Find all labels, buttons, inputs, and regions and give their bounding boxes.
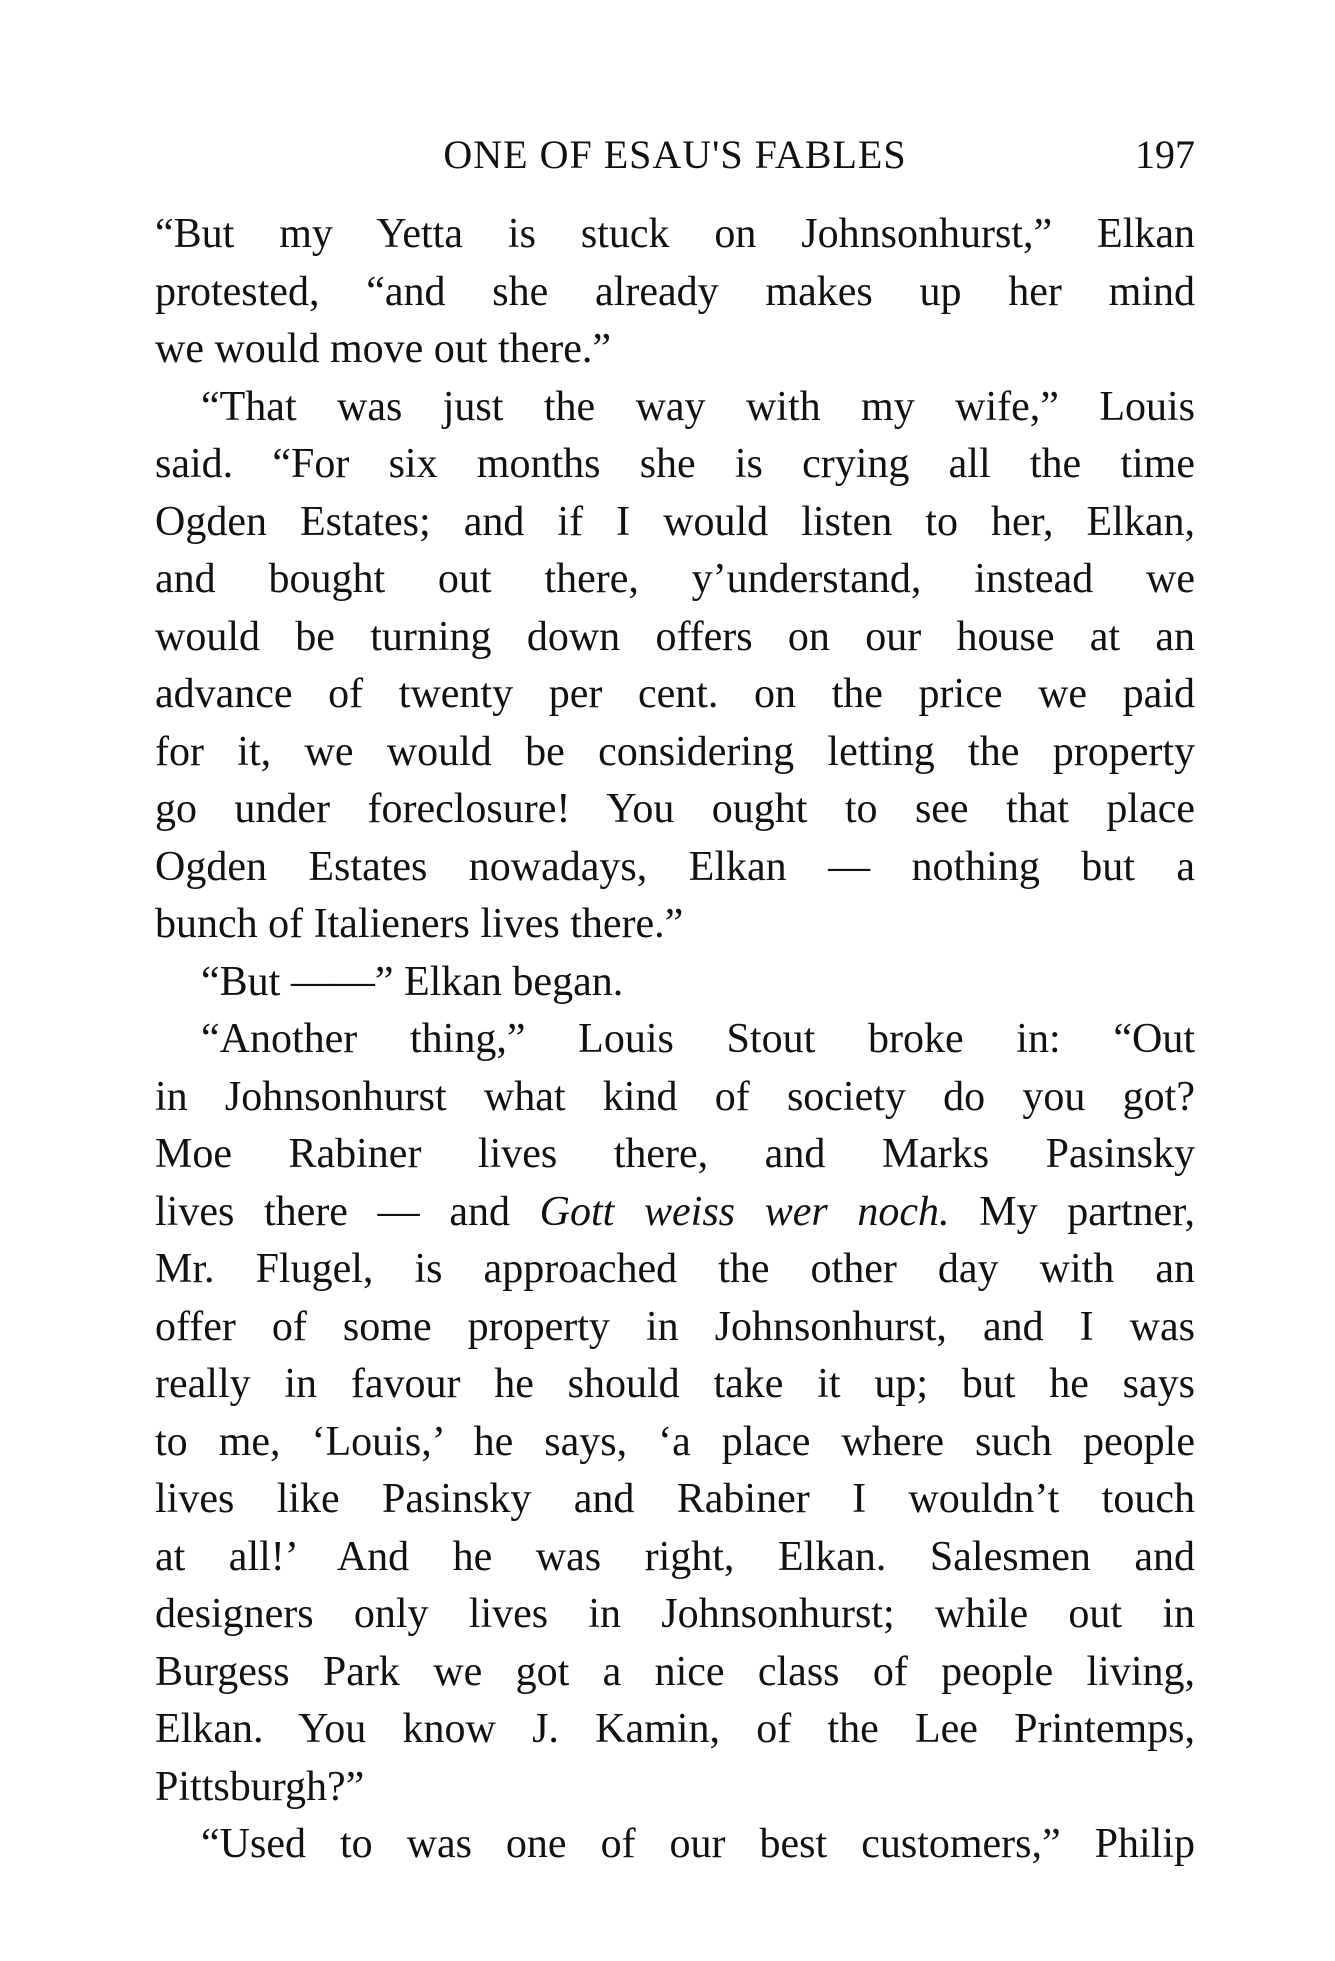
text-line: at all!’ And he was right, Elkan. Salesmen and [155,1533,1195,1580]
text-line: for it, we would be considering letting the property [155,728,1195,775]
text-line: “Used to was one of our best customers,” Philip [201,1821,1195,1867]
text-line: “That was just the way with my wife,” Louis [201,383,1195,430]
running-head [155,130,1195,180]
text-line: lives like Pasinsky and Rabiner I wouldn’t touch [155,1476,1195,1522]
text-segment: lives there — and [155,1188,540,1235]
text-line: Pittsburgh?” [155,1763,365,1810]
text-line: to me, ‘Louis,’ he says, ‘a place where such people [155,1418,1195,1465]
text-line: said. “For six months she is crying all the time [155,441,1195,487]
text-line: Burgess Park we got a nice class of people living, [155,1648,1195,1695]
text-line: and bought out there, y’understand, instead we [155,556,1195,602]
text-line: bunch of Italieners lives there.” [155,901,684,947]
text-segment: My partner, [949,1188,1196,1235]
text-line: go under foreclosure! You ought to see that place [155,786,1195,832]
italic-phrase: Gott weiss wer noch. [539,1188,950,1235]
text-line: Mr. Flugel, is approached the other day with an [155,1246,1195,1292]
text-line: in Johnsonhurst what kind of society do you got? [155,1073,1195,1120]
text-line: really in favour he should take it up; but he says [155,1361,1195,1407]
running-title: ONE OF ESAU'S FABLES [443,132,907,177]
text-line: “But ——” Elkan began. [201,958,624,1005]
text-line: Moe Rabiner lives there, and Marks Pasinsky [155,1131,1195,1177]
text-line: Ogden Estates nowadays, Elkan — nothing but a [155,843,1195,890]
text-line: offer of some property in Johnsonhurst, and I was [155,1303,1195,1350]
text-line: “But my Yetta is stuck on Johnsonhurst,” Elkan [155,211,1195,257]
page-number: 197 [1135,132,1195,177]
text-line-with-italic [155,1184,1195,1242]
text-line: Elkan. You know J. Kamin, of the Lee Printemps, [155,1706,1195,1752]
text-line: Ogden Estates; and if I would listen to her, Elkan, [155,498,1195,545]
text-line: designers only lives in Johnsonhurst; while out in [155,1591,1195,1637]
text-line: “Another thing,” Louis Stout broke in: “Out [201,1016,1195,1062]
text-line: protested, “and she already makes up her mind [155,268,1195,315]
body-text [155,206,1195,1874]
text-line: advance of twenty per cent. on the price we paid [155,671,1195,717]
text-line: would be turning down offers on our house at an [155,613,1195,660]
text-line: we would move out there.” [155,326,612,372]
